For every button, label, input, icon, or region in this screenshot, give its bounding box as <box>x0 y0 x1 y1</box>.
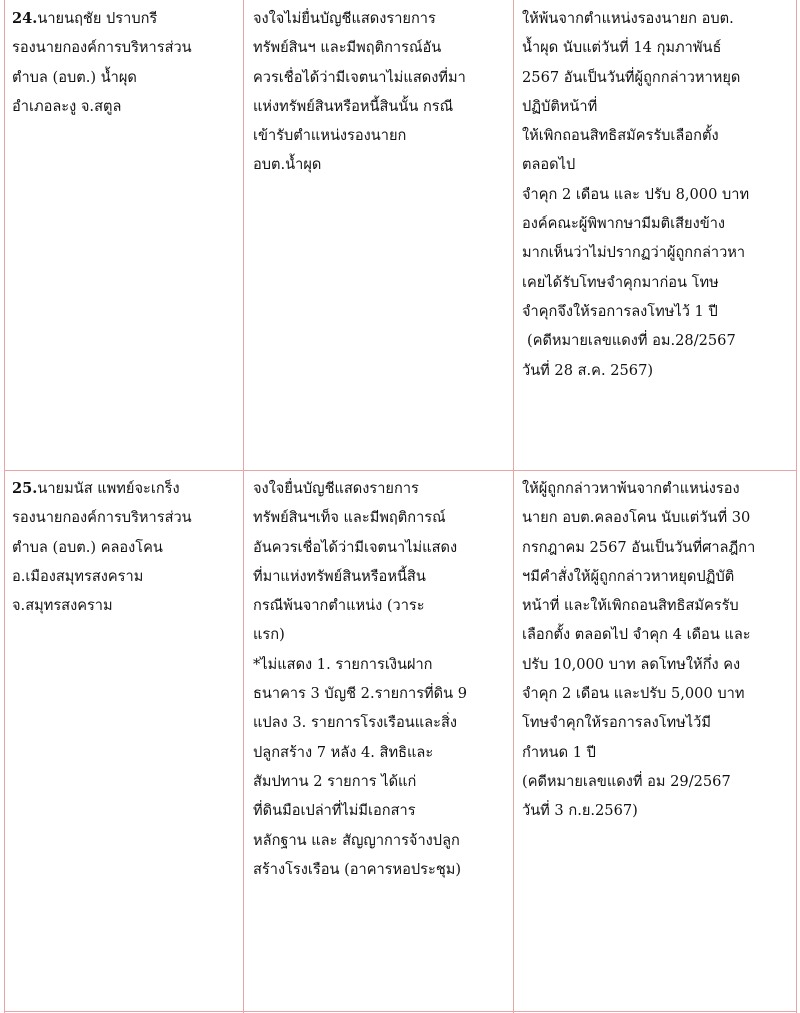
charge-line: ธนาคาร 3 บัญชี 2.รายการที่ดิน 9 <box>253 685 468 703</box>
position-line: รองนายกองค์การบริหารส่วน <box>12 39 192 57</box>
verdict-line: ให้เพิกถอนสิทธิสมัครรับเลือกตั้ง <box>522 127 719 145</box>
charge-line: ที่ดินมือเปล่าที่ไม่มีเอกสาร <box>253 802 416 820</box>
row-25-name-cell <box>12 474 192 620</box>
verdict-line: นายก อบต.คลองโคน นับแต่วันที่ 30 <box>522 509 751 527</box>
charge-line: *ไม่แสดง 1. รายการเงินฝาก <box>253 655 433 673</box>
row-24-name-cell <box>12 4 192 121</box>
charge-line: ปลูกสร้าง 7 หลัง 4. สิทธิและ <box>253 743 434 761</box>
location-line: อ.เมืองสมุทรสงคราม <box>12 567 144 585</box>
row-number: 24. <box>12 10 38 27</box>
verdict-line: ให้พ้นจากตำแหน่งรองนายก อบต. <box>522 10 734 27</box>
person-name-line: 24.นายนฤชัย ปราบกรี <box>12 10 158 27</box>
organization-line: ตำบล (อบต.) น้ำผุด <box>12 68 137 86</box>
case-table <box>4 0 797 1013</box>
charge-line: แปลง 3. รายการโรงเรือนและสิ่ง <box>253 714 457 732</box>
verdict-line: โทษจำคุกให้รอการลงโทษไว้มี <box>522 714 711 732</box>
location-line: จ.สมุทรสงคราม <box>12 597 113 615</box>
row-25-charge-cell <box>253 474 467 884</box>
verdict-line: จำคุกจึงให้รอการลงโทษไว้ 1 ปี <box>522 302 718 320</box>
charge-line: สัมปทาน 2 รายการ ได้แก่ <box>253 772 417 790</box>
row-number: 25. <box>12 480 38 497</box>
table-border-left <box>4 0 5 1013</box>
row-24-verdict-cell <box>522 4 749 385</box>
verdict-line: เลือกตั้ง ตลอดไป จำคุก 4 เดือน และ <box>522 626 751 644</box>
charge-line: แรก) <box>253 626 285 644</box>
case-date-line: วันที่ 3 ก.ย.2567) <box>522 802 638 820</box>
verdict-line: ปฏิบัติหน้าที่ <box>522 97 598 115</box>
verdict-line: ตลอดไป <box>522 156 576 174</box>
verdict-line: จำคุก 2 เดือน และปรับ 5,000 บาท <box>522 685 745 703</box>
table-border-bottom <box>4 1011 797 1012</box>
charge-line: ที่มาแห่งทรัพย์สินหรือหนี้สิน <box>253 567 426 585</box>
person-name-line: 25.นายมนัส แพทย์จะเกร็ง <box>12 480 180 497</box>
position-line: รองนายกองค์การบริหารส่วน <box>12 509 192 527</box>
case-number-line: (คดีหมายเลขแดงที่ อม.28/2567 <box>527 332 736 350</box>
verdict-line: เคยได้รับโทษจำคุกมาก่อน โทษ <box>522 273 719 291</box>
verdict-line: หน้าที่ และให้เพิกถอนสิทธิสมัครรับ <box>522 597 739 615</box>
verdict-line: ปรับ 10,000 บาท ลดโทษให้กึ่ง คง <box>522 655 741 673</box>
location-line: อำเภอละงู จ.สตูล <box>12 97 122 115</box>
charge-line: ทรัพย์สินฯ และมีพฤติการณ์อัน <box>253 39 442 57</box>
verdict-line: น้ำผุด นับแต่วันที่ 14 กุมภาพันธ์ <box>522 39 722 57</box>
verdict-line: 2567 อันเป็นวันที่ผู้ถูกกล่าวหาหยุด <box>522 68 741 86</box>
charge-line: กรณีพ้นจากตำแหน่ง (วาระ <box>253 597 425 615</box>
verdict-line: จำคุก 2 เดือน และ ปรับ 8,000 บาท <box>522 185 750 203</box>
verdict-line: องค์คณะผู้พิพากษามีมติเสียงข้าง <box>522 215 726 233</box>
verdict-line: ฯมีคำสั่งให้ผู้ถูกกล่าวหาหยุดปฏิบัติ <box>522 567 735 585</box>
charge-line: ทรัพย์สินฯเท็จ และมีพฤติการณ์ <box>253 509 446 527</box>
row-24-charge-cell <box>253 4 466 180</box>
verdict-line: ให้ผู้ถูกกล่าวหาพ้นจากตำแหน่งรอง <box>522 480 740 497</box>
case-date-line: วันที่ 28 ส.ค. 2567) <box>522 361 654 379</box>
charge-line: แห่งทรัพย์สินหรือหนี้สินนั้น กรณี <box>253 97 454 115</box>
charge-line: อบต.น้ำผุด <box>253 156 322 174</box>
organization-line: ตำบล (อบต.) คลองโคน <box>12 538 163 556</box>
verdict-line: กำหนด 1 ปี <box>522 743 596 761</box>
row-25-verdict-cell <box>522 474 755 826</box>
charge-line: จงใจยื่นบัญชีแสดงรายการ <box>253 480 419 497</box>
charge-line: หลักฐาน และ สัญญาการจ้างปลูก <box>253 831 460 849</box>
table-border-right <box>796 0 797 1013</box>
column-divider-2 <box>513 0 514 1013</box>
verdict-line: กรกฎาคม 2567 อันเป็นวันที่ศาลฎีกา <box>522 538 756 556</box>
verdict-line: มากเห็นว่าไม่ปรากฏว่าผู้ถูกกล่าวหา <box>522 244 746 262</box>
charge-line: เข้ารับตำแหน่งรองนายก <box>253 127 407 145</box>
case-number-line: (คดีหมายเลขแดงที่ อม 29/2567 <box>522 772 731 790</box>
charge-line: อันควรเชื่อได้ว่ามีเจตนาไม่แสดง <box>253 538 458 556</box>
charge-line: จงใจไม่ยื่นบัญชีแสดงรายการ <box>253 10 436 27</box>
column-divider-1 <box>243 0 244 1013</box>
charge-line: สร้างโรงเรือน (อาคารหอประชุม) <box>253 860 462 878</box>
row-divider <box>4 470 797 471</box>
charge-line: ควรเชื่อได้ว่ามีเจตนาไม่แสดงที่มา <box>253 68 466 86</box>
